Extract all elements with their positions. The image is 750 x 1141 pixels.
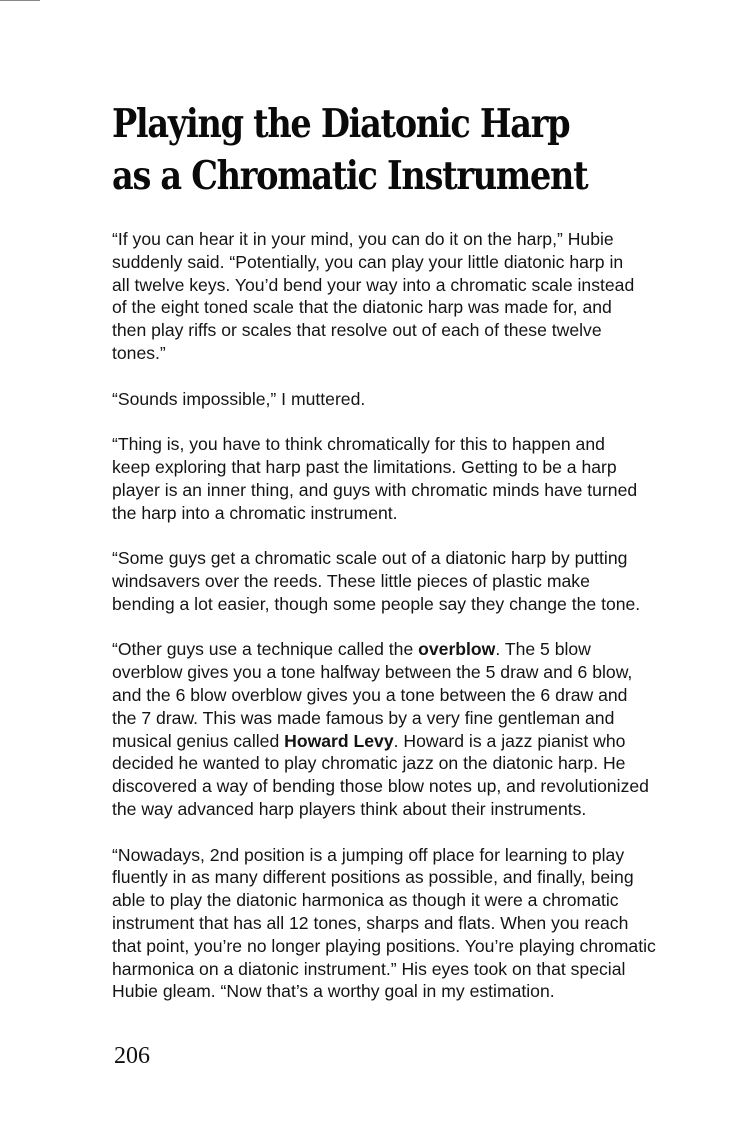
corner-rule	[0, 0, 40, 1]
text-line: the harp into a chromatic instrument.	[112, 502, 398, 523]
text-run: “Other guys use a technique called the	[112, 639, 419, 660]
text-line: overblow gives you a tone halfway between the 5 draw and 6 blow,	[112, 662, 633, 683]
text-run: . Howard is a jazz pianist who	[393, 730, 626, 751]
paragraph-3	[112, 433, 712, 524]
text-line: player is an inner thing, and guys with chromatic minds have turned	[112, 479, 638, 500]
text-line: windsavers over the reeds. These little pieces of plastic make	[112, 570, 590, 591]
chapter-title-line-2: as a Chromatic Instrument	[112, 153, 588, 199]
text-line: that point, you’re no longer playing positions. You’re playing chromatic	[112, 935, 656, 956]
body-text	[112, 228, 712, 1026]
text-line: Hubie gleam. “Now that’s a worthy goal in my estimation.	[112, 981, 555, 1002]
text-line: instrument that has all 12 tones, sharps and flats. When you reach	[112, 912, 629, 933]
text-line: the 7 draw. This was made famous by a very fine gentleman and	[112, 707, 615, 728]
text-line: bending a lot easier, though some people say they change the tone.	[112, 593, 641, 614]
text-line: “Nowadays, 2nd position is a jumping off place for learning to play	[112, 844, 625, 865]
text-line: decided he wanted to play chromatic jazz on the diatonic harp. He	[112, 753, 626, 774]
text-line: of the eight toned scale that the diatonic harp was made for, and	[112, 297, 612, 318]
text-line: “Some guys get a chromatic scale out of a diatonic harp by putting	[112, 548, 628, 569]
text-line: and the 6 blow overblow gives you a tone between the 6 draw and	[112, 684, 628, 705]
text-line: keep exploring that harp past the limitations. Getting to be a harp	[112, 456, 617, 477]
text-run: . The 5 blow	[495, 639, 591, 660]
bold-term-overblow: overblow	[418, 639, 496, 660]
text-line: harmonica on a diatonic instrument.” His eyes took on that special	[112, 958, 626, 979]
text-line: discovered a way of bending those blow notes up, and revolutionized	[112, 776, 649, 797]
paragraph-5	[112, 638, 712, 820]
chapter-title-line-1: Playing the Diatonic Harp	[112, 101, 570, 147]
text-line: “If you can hear it in your mind, you can do it on the harp,” Hubie	[112, 229, 614, 249]
paragraph-1	[112, 228, 712, 365]
paragraph-4	[112, 547, 712, 615]
text-line	[112, 638, 712, 661]
chapter-title	[112, 98, 587, 202]
text-line: “Sounds impossible,” I muttered.	[112, 388, 366, 409]
text-run: musical genius called	[112, 730, 285, 751]
bold-name-howard-levy: Howard Levy	[284, 730, 394, 751]
text-line: all twelve keys. You’d bend your way into a chromatic scale instead	[112, 274, 635, 295]
text-line: fluently in as many different positions as possible, and finally, being	[112, 867, 634, 888]
text-line: able to play the diatonic harmonica as though it were a chromatic	[112, 890, 619, 911]
text-line: the way advanced harp players think about their instruments.	[112, 798, 587, 819]
paragraph-6	[112, 844, 712, 1004]
text-line: tones.”	[112, 342, 166, 363]
text-line: suddenly said. “Potentially, you can play your little diatonic harp in	[112, 251, 624, 272]
text-line	[112, 730, 712, 753]
page-number: 206	[114, 1043, 150, 1069]
text-line: “Thing is, you have to think chromatically for this to happen and	[112, 434, 605, 455]
text-line: then play riffs or scales that resolve out of each of these twelve	[112, 320, 602, 341]
paragraph-2	[112, 388, 712, 411]
